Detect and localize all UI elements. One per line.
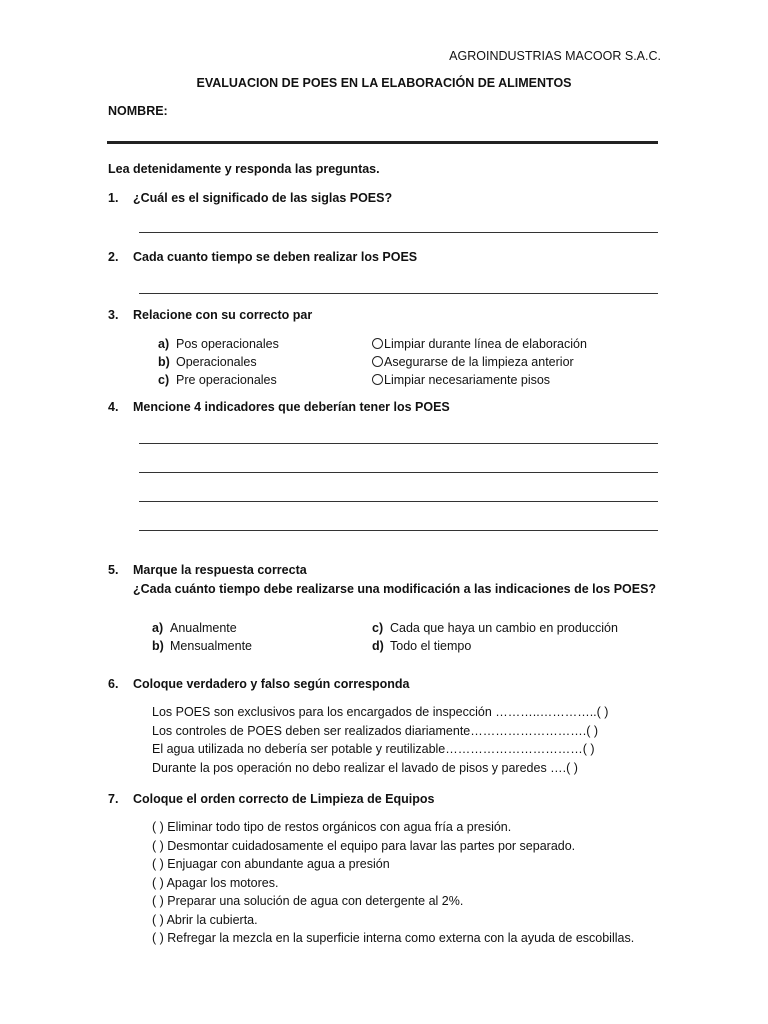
order-step[interactable]: ( ) Apagar los motores. bbox=[152, 876, 279, 890]
question-text: Coloque verdadero y falso según corresponda bbox=[133, 677, 410, 691]
question-text: Marque la respuesta correcta bbox=[133, 563, 307, 577]
name-label: NOMBRE: bbox=[108, 104, 168, 118]
true-false-statement[interactable]: El agua utilizada no debería ser potable y reutilizable……………………………( ) bbox=[152, 742, 595, 756]
question-5 bbox=[108, 563, 307, 577]
match-left-item bbox=[158, 373, 277, 387]
question-number: 6. bbox=[108, 677, 119, 691]
option-letter: a) bbox=[158, 337, 170, 351]
option-text: Mensualmente bbox=[170, 639, 252, 653]
answer-line[interactable] bbox=[139, 232, 658, 233]
choice-option[interactable] bbox=[372, 639, 471, 653]
name-answer-line[interactable] bbox=[107, 141, 658, 144]
order-step[interactable]: ( ) Enjuagar con abundante agua a presión bbox=[152, 857, 390, 871]
answer-line[interactable] bbox=[139, 472, 658, 473]
question-number: 7. bbox=[108, 792, 119, 806]
option-text: Operacionales bbox=[176, 355, 257, 369]
question-number: 1. bbox=[108, 191, 119, 205]
question-number: 4. bbox=[108, 400, 119, 414]
option-letter: a) bbox=[152, 621, 164, 635]
option-letter: b) bbox=[158, 355, 170, 369]
choice-option[interactable] bbox=[152, 639, 252, 653]
question-1 bbox=[108, 191, 392, 205]
choice-option[interactable] bbox=[152, 621, 237, 635]
company-name: AGROINDUSTRIAS MACOOR S.A.C. bbox=[449, 49, 661, 63]
option-letter: c) bbox=[372, 621, 384, 635]
question-text: Mencione 4 indicadores que deberían tener los POES bbox=[133, 400, 450, 414]
question-5-subtext: ¿Cada cuánto tiempo debe realizarse una modificación a las indicaciones de los POES? bbox=[133, 582, 657, 596]
document-title: EVALUACION DE POES EN LA ELABORACIÓN DE ALIMENTOS bbox=[196, 76, 572, 90]
question-6 bbox=[108, 677, 409, 691]
order-step[interactable]: ( ) Refregar la mezcla en la superficie interna como externa con la ayuda de escobillas. bbox=[152, 931, 635, 945]
option-text: Asegurarse de la limpieza anterior bbox=[384, 355, 574, 369]
option-text: Anualmente bbox=[170, 621, 237, 635]
option-text: Todo el tiempo bbox=[390, 639, 472, 653]
match-right-item bbox=[372, 337, 587, 351]
radio-circle-icon[interactable] bbox=[372, 338, 383, 349]
question-text: Cada cuanto tiempo se deben realizar los POES bbox=[133, 250, 418, 264]
order-step[interactable]: ( ) Preparar una solución de agua con detergente al 2%. bbox=[152, 894, 464, 908]
question-text: Coloque el orden correcto de Limpieza de Equipos bbox=[133, 792, 435, 806]
question-2 bbox=[108, 250, 417, 264]
option-letter: d) bbox=[372, 639, 384, 653]
question-number: 3. bbox=[108, 308, 119, 322]
option-text: Cada que haya un cambio en producción bbox=[390, 621, 618, 635]
choice-option[interactable] bbox=[372, 621, 618, 635]
answer-line[interactable] bbox=[139, 530, 658, 531]
question-7 bbox=[108, 792, 434, 806]
radio-circle-icon[interactable] bbox=[372, 374, 383, 385]
option-text: Limpiar necesariamente pisos bbox=[384, 373, 551, 387]
answer-line[interactable] bbox=[139, 501, 658, 502]
answer-line[interactable] bbox=[139, 293, 658, 294]
question-3 bbox=[108, 308, 312, 322]
match-left-item bbox=[158, 337, 279, 351]
instructions: Lea detenidamente y responda las preguntas. bbox=[108, 162, 380, 176]
order-step[interactable]: ( ) Abrir la cubierta. bbox=[152, 913, 258, 927]
question-4 bbox=[108, 400, 450, 414]
true-false-statement[interactable]: Los POES son exclusivos para los encargados de inspección ………..…………..( ) bbox=[152, 705, 609, 719]
option-letter: b) bbox=[152, 639, 164, 653]
question-text: ¿Cuál es el significado de las siglas POES? bbox=[133, 191, 393, 205]
option-text: Pos operacionales bbox=[176, 337, 279, 351]
match-right-item bbox=[372, 355, 574, 369]
order-step[interactable]: ( ) Eliminar todo tipo de restos orgánicos con agua fría a presión. bbox=[152, 820, 512, 834]
question-number: 5. bbox=[108, 563, 119, 577]
order-step[interactable]: ( ) Desmontar cuidadosamente el equipo para lavar las partes por separado. bbox=[152, 839, 576, 853]
true-false-statement[interactable]: Durante la pos operación no debo realizar el lavado de pisos y paredes ….( ) bbox=[152, 761, 578, 775]
match-right-item bbox=[372, 373, 550, 387]
option-letter: c) bbox=[158, 373, 170, 387]
option-text: Limpiar durante línea de elaboración bbox=[384, 337, 587, 351]
option-text: Pre operacionales bbox=[176, 373, 277, 387]
question-text: Relacione con su correcto par bbox=[133, 308, 313, 322]
true-false-statement[interactable]: Los controles de POES deben ser realizados diariamente……………………….( ) bbox=[152, 724, 599, 738]
radio-circle-icon[interactable] bbox=[372, 356, 383, 367]
match-left-item bbox=[158, 355, 257, 369]
answer-line[interactable] bbox=[139, 443, 658, 444]
question-number: 2. bbox=[108, 250, 119, 264]
